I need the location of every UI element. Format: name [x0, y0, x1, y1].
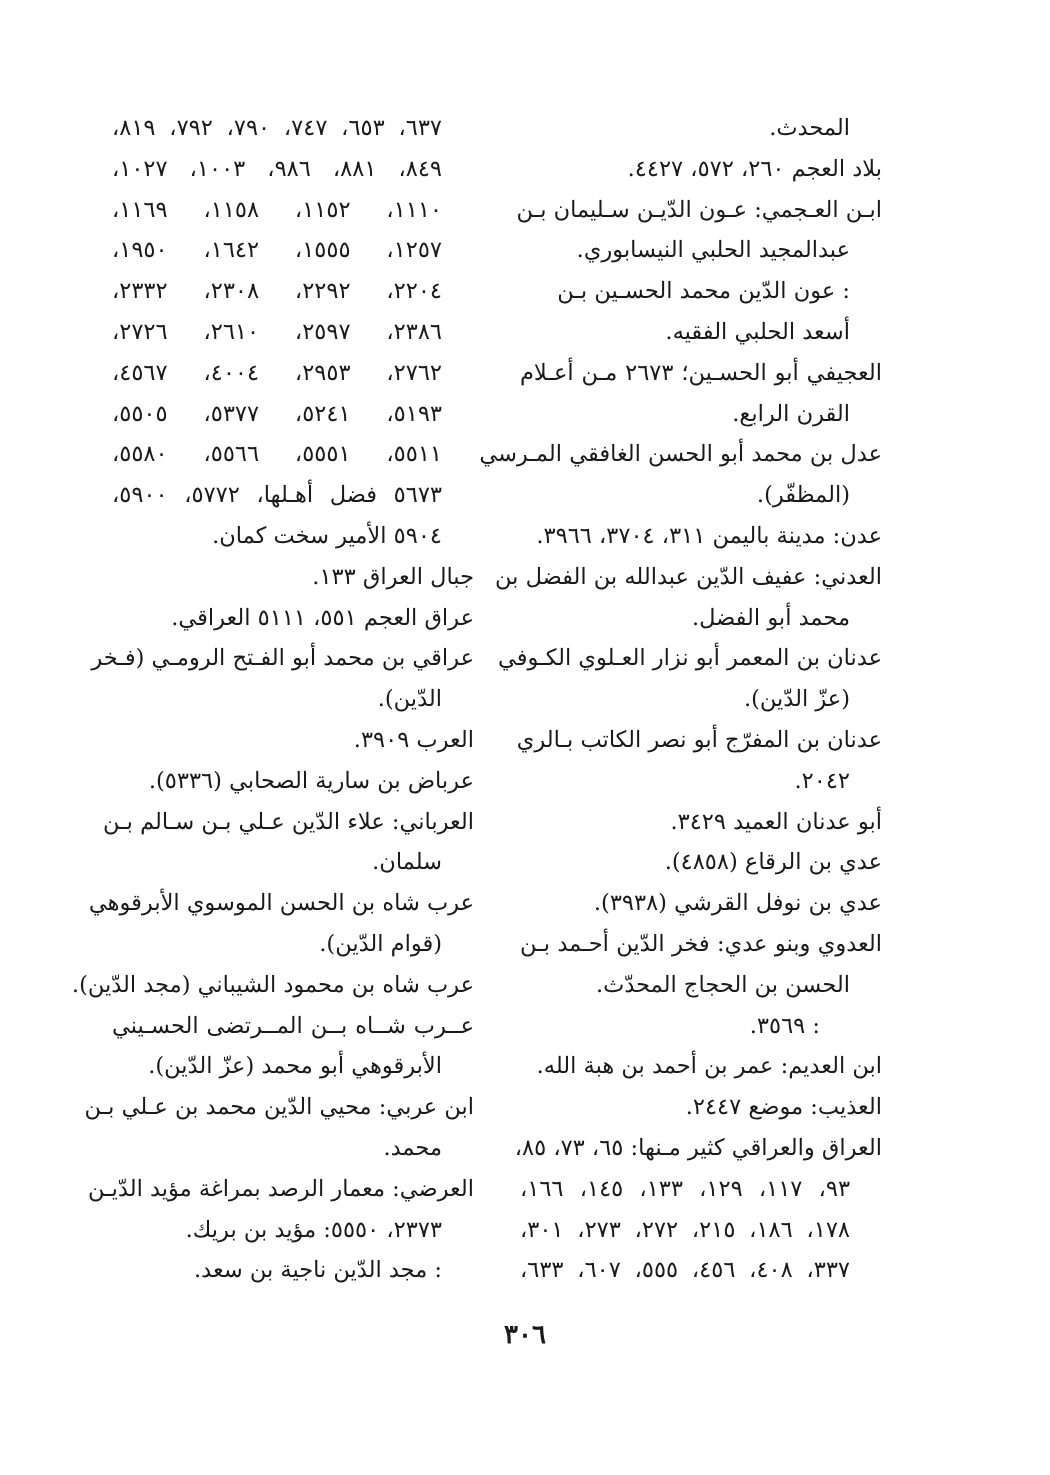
index-line: : ٣٥٦٩. — [749, 1012, 820, 1039]
index-line: ٥٥١١، ٥٥٥١، ٥٥٦٦، ٥٥٨٠، — [112, 441, 443, 468]
index-line: عرب شاه بن محمود الشيباني (مجد الدّين). — [71, 971, 474, 998]
index-line: عدي بن الرقاع (٤٨٥٨). — [664, 849, 882, 876]
index-line: ١٢٥٧، ١٥٥٥، ١٦٤٢، ١٩٥٠، — [112, 237, 443, 264]
index-line: ٢٣٨٦، ٢٥٩٧، ٢٦١٠، ٢٧٢٦، — [112, 318, 443, 345]
index-line: ٦٣٧، ٦٥٣، ٧٤٧، ٧٩٠، ٧٩٢، ٨١٩، — [112, 115, 443, 141]
index-line: عرباض بن سارية الصحابي (٥٣٣٦). — [148, 767, 474, 794]
index-line: ٥٦٧٣ فضل أهـلها، ٥٧٧٢، ٥٩٠٠، — [112, 482, 442, 509]
index-column-left — [71, 108, 474, 1291]
index-line: العرضي: معمار الرصد بمراغة مؤيد الدّيـن — [87, 1175, 474, 1202]
index-line: ابن عربي: محيي الدّين محمد بن عـلي بـن — [84, 1094, 474, 1121]
index-line: ٩٣، ١١٧، ١٢٩، ١٣٣، ١٤٥، ١٦٦، — [520, 1175, 851, 1202]
index-line: عــرب شــاه بــن المــرتضى الحسـيني — [112, 1012, 474, 1039]
index-line: جبال العراق ١٣٣. — [312, 563, 474, 590]
index-line: ابن العديم: عمر بن أحمد بن هبة الله. — [536, 1053, 882, 1080]
index-line: (عزّ الدّين). — [743, 686, 850, 713]
index-line: ٢٢٠٤، ٢٢٩٢، ٢٣٠٨، ٢٣٣٢، — [112, 278, 443, 305]
index-line: الدّين). — [377, 686, 442, 713]
index-line: عراق العجم ٥٥١، ٥١١١ العراقي. — [171, 604, 474, 631]
index-column-right — [479, 108, 882, 1291]
index-line: العجيفي أبو الحسـين؛ ٢٦٧٣ مـن أعـلام — [520, 359, 882, 386]
index-line: العدوي وبنو عدي: فخر الدّين أحـمد بـن — [520, 930, 882, 957]
page-number: ٣٠٦ — [504, 1320, 546, 1350]
index-line: عدنان بن المعمر أبو نزار العـلوي الكـوفي — [498, 645, 882, 672]
index-line: ابـن العـجمي: عـون الدّيـن سـليمان بـن — [516, 196, 882, 223]
index-line: محمد. — [383, 1134, 442, 1161]
index-line: العرباني: علاء الدّين عـلي بـن سـالم بـن — [102, 808, 474, 835]
index-line: أبو عدنان العميد ٣٤٢٩. — [670, 808, 882, 835]
index-line: عدل بن محمد أبو الحسن الغافقي المـرسي — [479, 441, 882, 468]
index-line: ٥٩٠٤ الأمير سخت كمان. — [212, 522, 442, 549]
index-line: المحدث. — [769, 115, 850, 141]
index-line: ١١١٠، ١١٥٢، ١١٥٨، ١١٦٩، — [112, 196, 443, 223]
index-line: عدن: مدينة باليمن ٣١١، ٣٧٠٤، ٣٩٦٦. — [536, 522, 882, 549]
index-line: العرب ٣٩٠٩. — [353, 726, 474, 753]
index-line: عبدالمجيد الحلبي النيسابوري. — [576, 237, 850, 264]
index-line: العذيب: موضع ٢٤٤٧. — [685, 1094, 882, 1121]
index-line: عراقي بن محمد أبو الفـتح الرومـي (فـخر — [91, 645, 474, 672]
index-line: ٢٣٧٣، ٥٥٥٠: مؤيد بن بريك. — [185, 1216, 442, 1243]
index-line: سلمان. — [372, 849, 442, 876]
index-line: عدنان بن المفرّج أبو نصر الكاتب بـالري — [516, 726, 882, 753]
index-line: الحسن بن الحجاج المحدّث. — [596, 971, 850, 998]
index-line: العراق والعراقي كثير مـنها: ٦٥، ٧٣، ٨٥، — [514, 1134, 882, 1161]
index-line: (قوام الدّين). — [319, 930, 442, 957]
index-line: ٢٠٤٢. — [794, 767, 850, 794]
index-line: ٢٧٦٢، ٢٩٥٣، ٤٠٠٤، ٤٥٦٧، — [112, 359, 443, 386]
index-line: ٥١٩٣، ٥٢٤١، ٥٣٧٧، ٥٥٠٥، — [112, 400, 443, 427]
index-line: ١٧٨، ١٨٦، ٢١٥، ٢٧٢، ٢٧٣، ٣٠١، — [520, 1216, 851, 1243]
index-line: عرب شاه بن الحسن الموسوي الأبرقوهي — [88, 890, 474, 917]
index-line: الأبرقوهي أبو محمد (عزّ الدّين). — [148, 1053, 442, 1080]
index-line: بلاد العجم ٢٦٠، ٥٧٢، ٤٤٢٧. — [627, 155, 882, 182]
index-line: عدي بن نوفل القرشي (٣٩٣٨). — [593, 890, 882, 917]
index-line: القرن الرابع. — [732, 400, 850, 427]
index-line: : عون الدّين محمد الحسـين بـن — [557, 278, 850, 305]
index-line: (المظفّر). — [756, 482, 850, 509]
index-line: العدني: عفيف الدّين عبدالله بن الفضل بن — [495, 563, 882, 590]
index-line: ٨٤٩، ٨٨١، ٩٨٦، ١٠٠٣، ١٠٢٧، — [112, 155, 442, 182]
index-line: ٣٣٧، ٤٠٨، ٤٥٦، ٥٥٥، ٦٠٧، ٦٣٣، — [520, 1257, 851, 1284]
index-line: محمد أبو الفضل. — [691, 604, 850, 631]
index-line: : مجد الدّين ناجية بن سعد. — [194, 1257, 442, 1284]
index-line: أسعد الحلبي الفقيه. — [665, 318, 850, 345]
